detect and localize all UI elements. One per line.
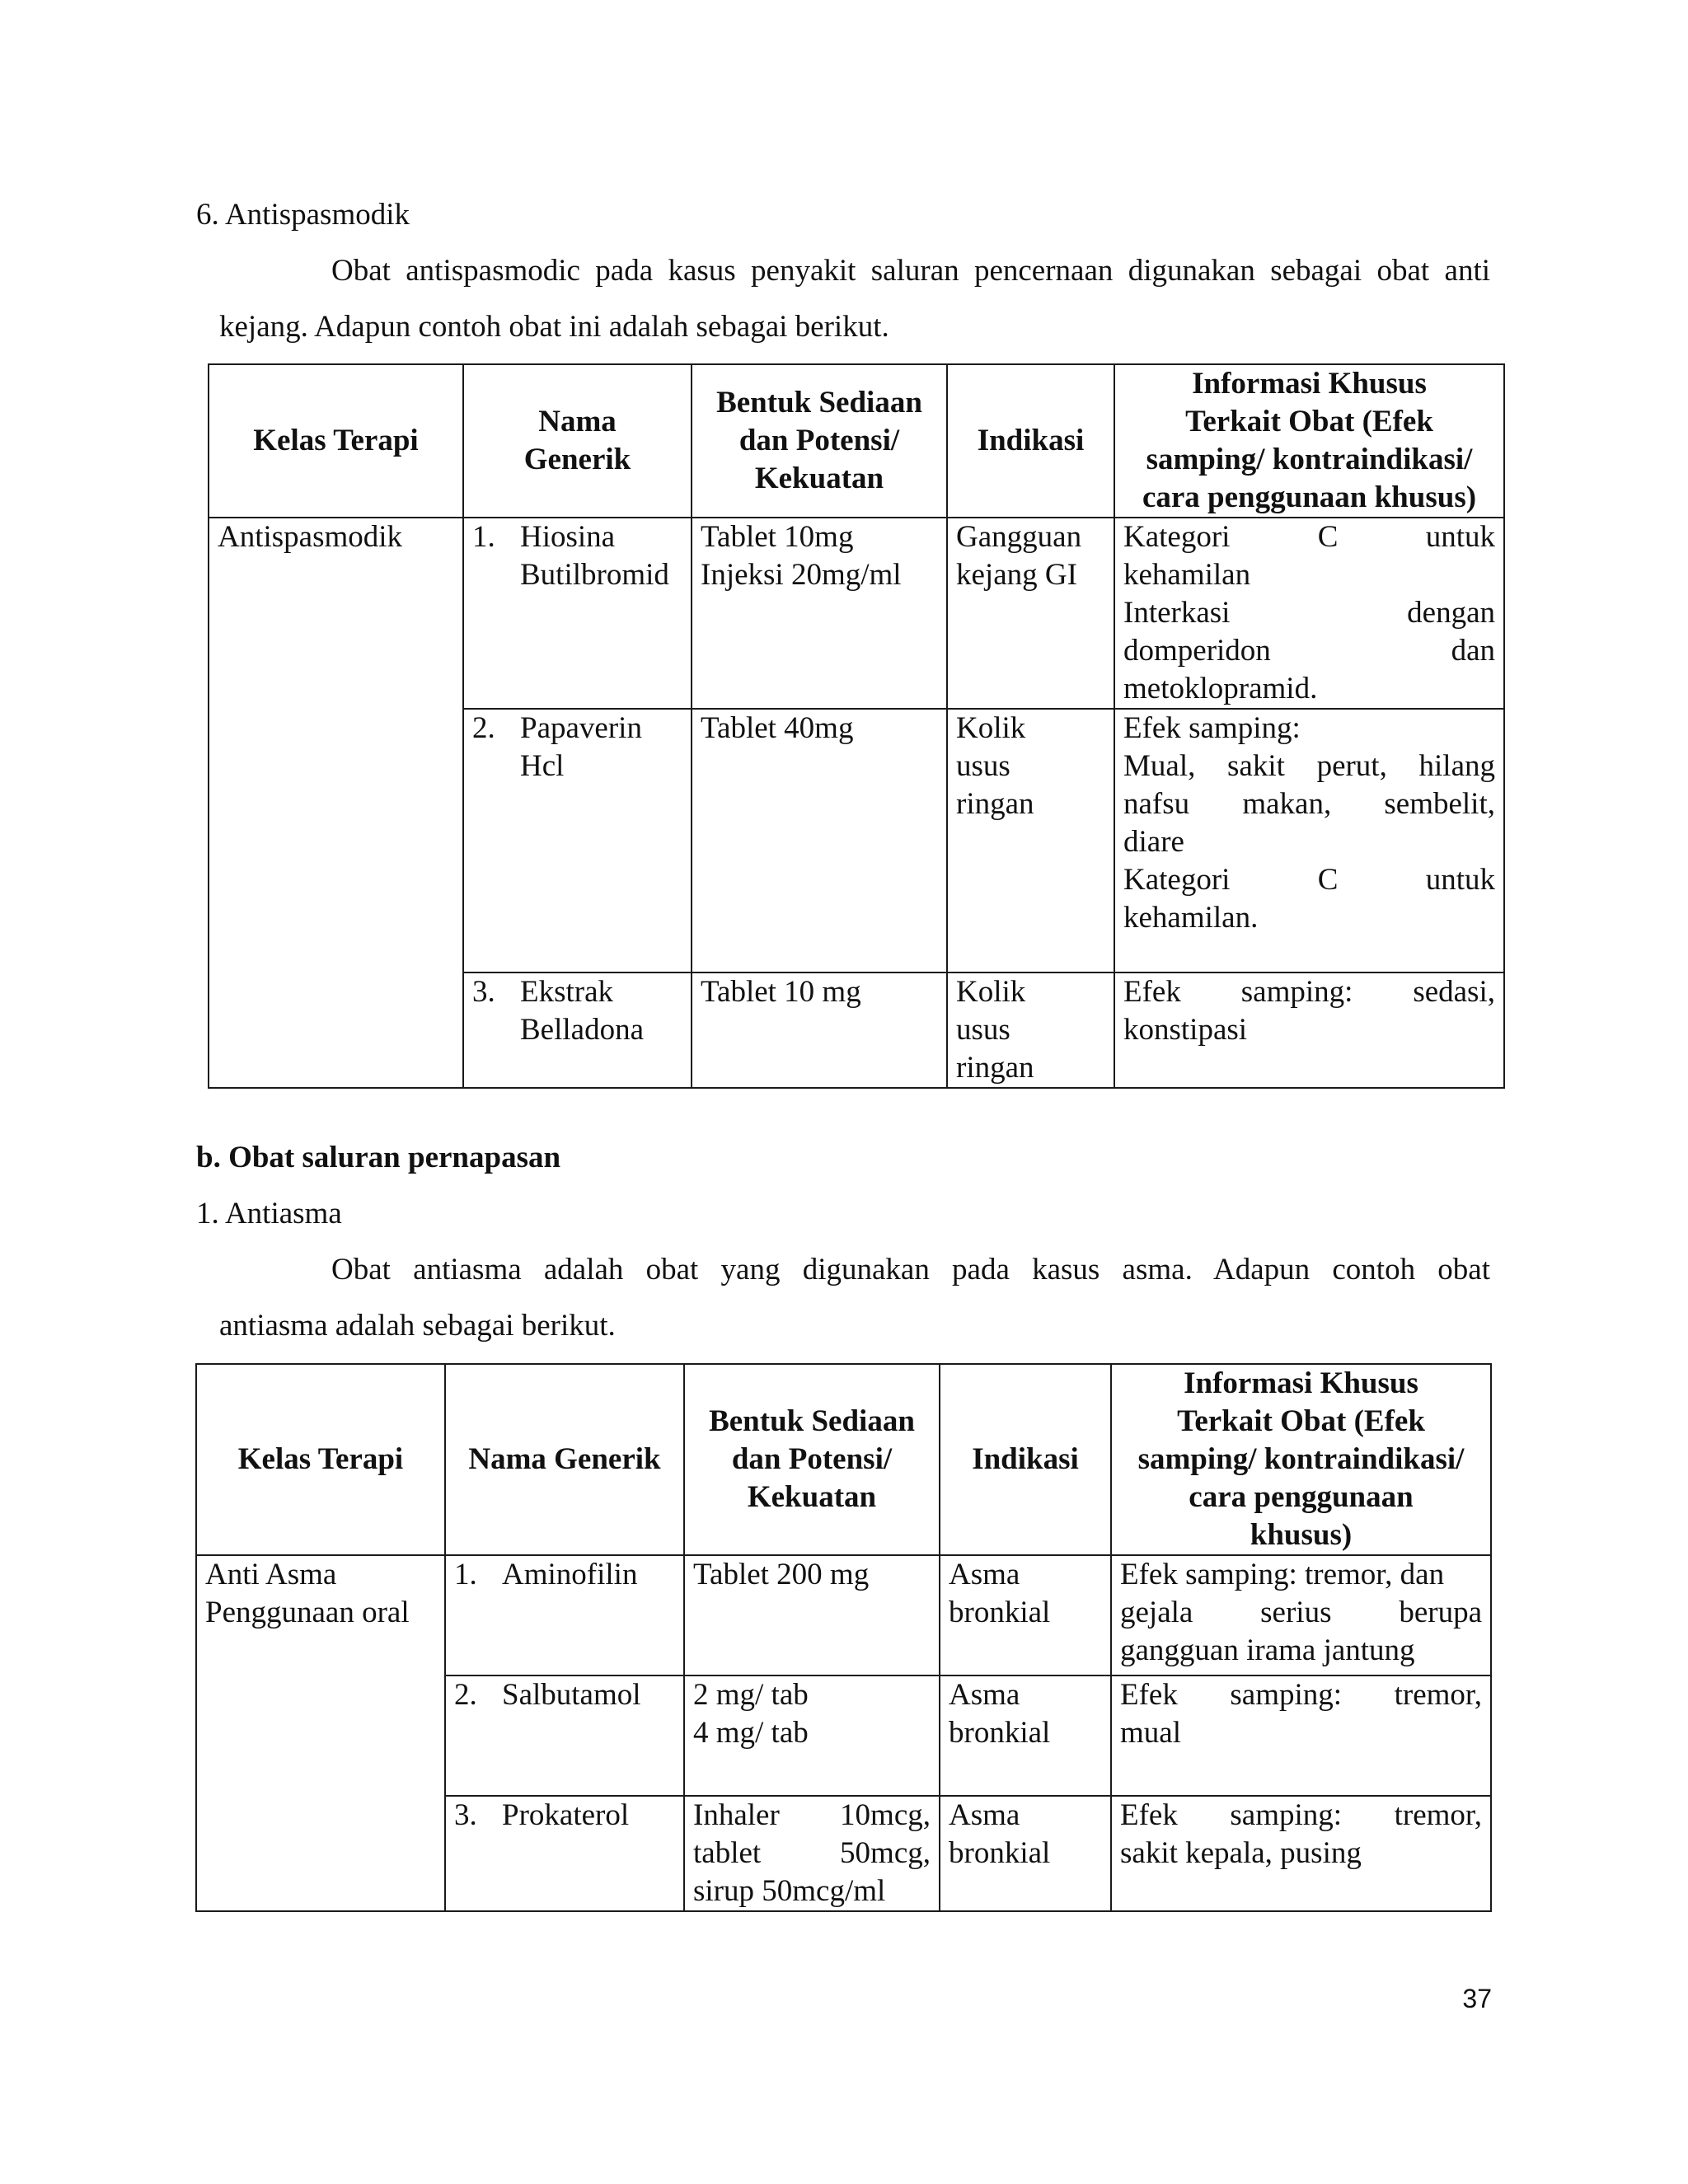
nama-generik-cell: 3. Prokaterol xyxy=(445,1796,684,1911)
informasi-khusus-cell: Efek samping: Mual, sakit perut, hilang nafsu makan, sembelit, diare Kategori C untuk kehamilan. xyxy=(1114,709,1504,972)
nama-generik-cell: 3. Ekstrak Belladona xyxy=(463,972,692,1088)
nama-generik-cell: 2. Papaverin Hcl xyxy=(463,709,692,972)
header-kelas-terapi: Kelas Terapi xyxy=(196,1364,445,1555)
antiasma-table xyxy=(195,1363,1492,1912)
nama-generik-cell: 1. Aminofilin xyxy=(445,1555,684,1675)
table-row xyxy=(209,518,1504,709)
header-indikasi: Indikasi xyxy=(940,1364,1111,1555)
kelas-terapi-cell: Anti Asma Penggunaan oral xyxy=(196,1555,445,1911)
nama-generik-cell: 1. Hiosina Butilbromid xyxy=(463,518,692,709)
header-informasi-khusus: Informasi Khusus Terkait Obat (Efek samping/ kontraindikasi/ cara penggunaan khusus) xyxy=(1111,1364,1491,1555)
informasi-khusus-cell: Kategori C untuk kehamilan Interkasi dengan domperidon dan metoklopramid. xyxy=(1114,518,1504,709)
intro-paragraph-line: kejang. Adapun contoh obat ini adalah sebagai berikut. xyxy=(219,310,889,344)
indikasi-cell: Asma bronkial xyxy=(940,1675,1111,1796)
subheading-antiasma: 1. Antiasma xyxy=(196,1197,342,1230)
header-nama-generik: Nama Generik xyxy=(445,1364,684,1555)
header-informasi-khusus: Informasi Khusus Terkait Obat (Efek samping/ kontraindikasi/ cara penggunaan khusus) xyxy=(1114,364,1504,518)
bentuk-sediaan-cell: Tablet 40mg xyxy=(692,709,947,972)
informasi-khusus-cell: Efek samping: tremor, sakit kepala, pusing xyxy=(1111,1796,1491,1911)
indikasi-cell: Asma bronkial xyxy=(940,1796,1111,1911)
section-heading-antispasmodik: 6. Antispasmodik xyxy=(196,198,410,232)
indikasi-cell: Kolik usus ringan xyxy=(947,709,1114,972)
kelas-terapi-cell: Antispasmodik xyxy=(209,518,463,1088)
intro-paragraph-line: Obat antiasma adalah obat yang digunakan pada kasus asma. Adapun contoh obat xyxy=(331,1253,1490,1286)
bentuk-sediaan-cell: Tablet 10mg Injeksi 20mg/ml xyxy=(692,518,947,709)
intro-paragraph-line: Obat antispasmodic pada kasus penyakit saluran pencernaan digunakan sebagai obat anti xyxy=(331,254,1490,288)
header-bentuk-sediaan: Bentuk Sediaan dan Potensi/ Kekuatan xyxy=(692,364,947,518)
intro-paragraph-line: antiasma adalah sebagai berikut. xyxy=(219,1309,616,1343)
nama-generik-cell: 2. Salbutamol xyxy=(445,1675,684,1796)
indikasi-cell: Asma bronkial xyxy=(940,1555,1111,1675)
indikasi-cell: Kolik usus ringan xyxy=(947,972,1114,1088)
page-number: 37 xyxy=(1462,1984,1492,2013)
bentuk-sediaan-cell: Inhaler 10mcg, tablet 50mcg, sirup 50mcg/ml xyxy=(684,1796,940,1911)
table-row xyxy=(196,1555,1491,1675)
bentuk-sediaan-cell: Tablet 200 mg xyxy=(684,1555,940,1675)
informasi-khusus-cell: Efek samping: tremor, mual xyxy=(1111,1675,1491,1796)
header-indikasi: Indikasi xyxy=(947,364,1114,518)
header-bentuk-sediaan: Bentuk Sediaan dan Potensi/ Kekuatan xyxy=(684,1364,940,1555)
header-kelas-terapi: Kelas Terapi xyxy=(209,364,463,518)
header-nama-generik: Nama Generik xyxy=(463,364,692,518)
table-header-row xyxy=(196,1364,1491,1555)
informasi-khusus-cell: Efek samping: sedasi, konstipasi xyxy=(1114,972,1504,1088)
antispasmodic-table xyxy=(208,363,1505,1089)
informasi-khusus-cell: Efek samping: tremor, dan gejala serius berupa gangguan irama jantung xyxy=(1111,1555,1491,1675)
table-header-row xyxy=(209,364,1504,518)
section-heading-pernapasan: b. Obat saluran pernapasan xyxy=(196,1141,561,1174)
bentuk-sediaan-cell: 2 mg/ tab 4 mg/ tab xyxy=(684,1675,940,1796)
bentuk-sediaan-cell: Tablet 10 mg xyxy=(692,972,947,1088)
indikasi-cell: Gangguan kejang GI xyxy=(947,518,1114,709)
